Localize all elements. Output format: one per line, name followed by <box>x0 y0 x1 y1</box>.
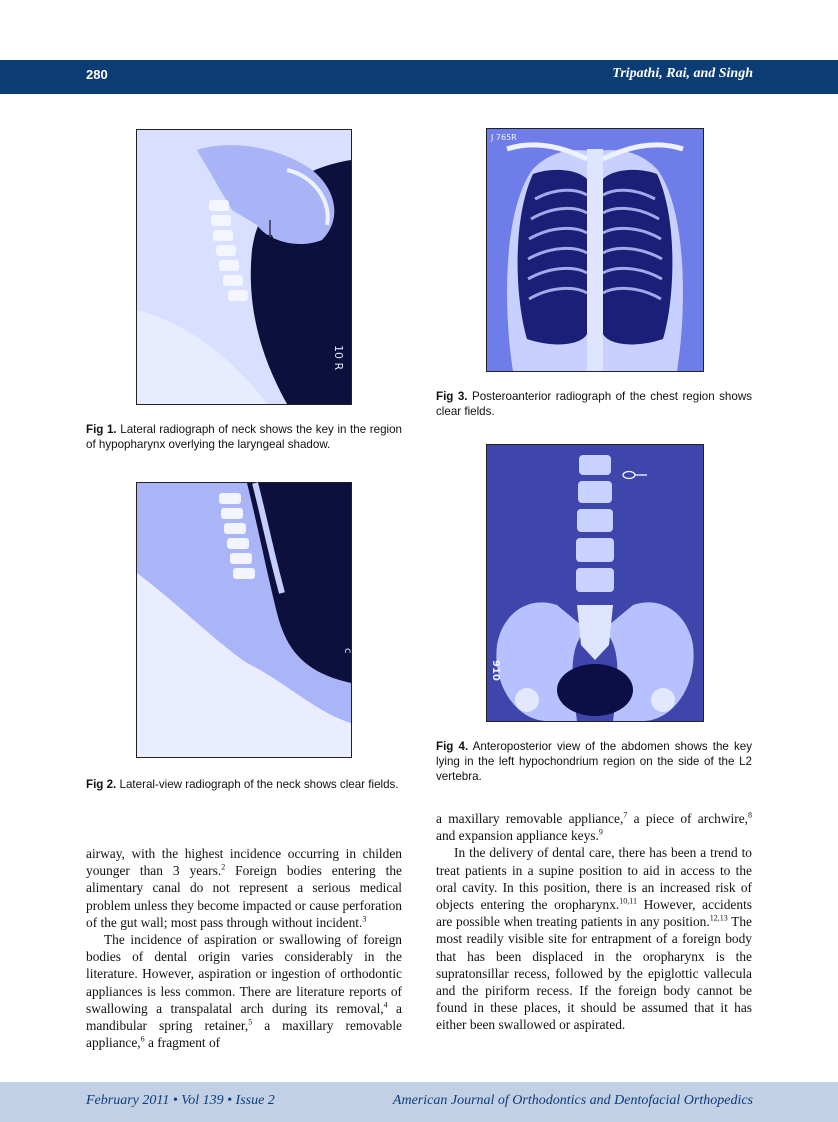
fig3-film-marker: J 765R <box>491 133 517 142</box>
figure-1-radiograph <box>136 129 352 405</box>
right-paragraph-2: In the delivery of dental care, there has been a trend to treat patients in a supine position to aid in access to the oral cavity. In this position, there is an increased risk of objects entering the oropharynx.$^{10,11}$ However, accidents are possible when treating patients in any position.$^{12,13}$ The most readily visible site for entrapment of a foreign body that has been displaced in the oropharynx is the supratonsillar recess, followed by the epiglottic vallecula and the piriform recess. If the foreign body cannot be found in these places, it should be assumed that it has either been swallowed or aspirated. <box>436 845 752 1033</box>
figure-4-label: Fig 4. <box>436 740 469 753</box>
right-paragraph-1: a maxillary removable appliance,$^7$ a piece of archwire,$^8$ and expansion appliance keys.$^9$ <box>436 810 752 844</box>
page-footer-bar <box>0 1082 838 1122</box>
figure-1-caption <box>86 422 402 452</box>
left-paragraph-2: The incidence of aspiration or swallowing of foreign bodies of dental origin varies considerably in the literature. However, aspiration or ingestion of orthodontic appliances is less common. There are literature reports of swallowing a transpalatal arch during its removal,$^4$ a mandibular spring retainer,$^5$ a maxillary removable appliance,$^6$ a fragment of <box>86 932 402 1051</box>
figure-3-caption-text: Posteroanterior radiograph of the chest region shows clear fields. <box>436 390 752 418</box>
page-header-bar <box>0 60 838 94</box>
figure-2-caption <box>86 777 402 792</box>
figure-3-label: Fig 3. <box>436 390 468 403</box>
right-text-column <box>436 810 752 1034</box>
figure-2-radiograph <box>136 482 352 758</box>
figure-1-caption-text: Lateral radiograph of neck shows the key in the region of hypopharynx overlying the laryngeal shadow. <box>86 423 402 451</box>
figure-4-caption <box>436 739 752 784</box>
journal-name: American Journal of Orthodontics and Dentofacial Orthopedics <box>392 1093 753 1108</box>
page-number: 280 <box>86 67 108 82</box>
svg-text:c: c <box>342 648 353 654</box>
figure-3-caption <box>436 389 752 419</box>
running-head-authors: Tripathi, Rai, and Singh <box>612 66 753 81</box>
figure-4-radiograph <box>486 444 704 722</box>
issue-info: February 2011 • Vol 139 • Issue 2 <box>86 1093 275 1108</box>
figure-2-caption-text: Lateral-view radiograph of the neck shows clear fields. <box>119 778 399 791</box>
figure-3-radiograph <box>486 128 704 372</box>
figure-2-label: Fig 2. <box>86 778 117 791</box>
fig1-film-marker: 10 R <box>332 345 345 371</box>
figure-1-label: Fig 1. <box>86 423 117 436</box>
left-text-column <box>86 845 402 1051</box>
left-paragraph-1: airway, with the highest incidence occurring in childen younger than 3 years.$^2$ Foreign bodies entering the alimentary canal do not represent a serious medical problem unless they become impacted or cause perforation of the gut wall; most pass through without incident.$^3$ <box>86 846 402 930</box>
figure-4-caption-text: Anteroposterior view of the abdomen shows the key lying in the left hypochondrium region on the side of the L2 vertebra. <box>436 740 752 783</box>
fig4-film-marker: 910 <box>490 660 501 681</box>
